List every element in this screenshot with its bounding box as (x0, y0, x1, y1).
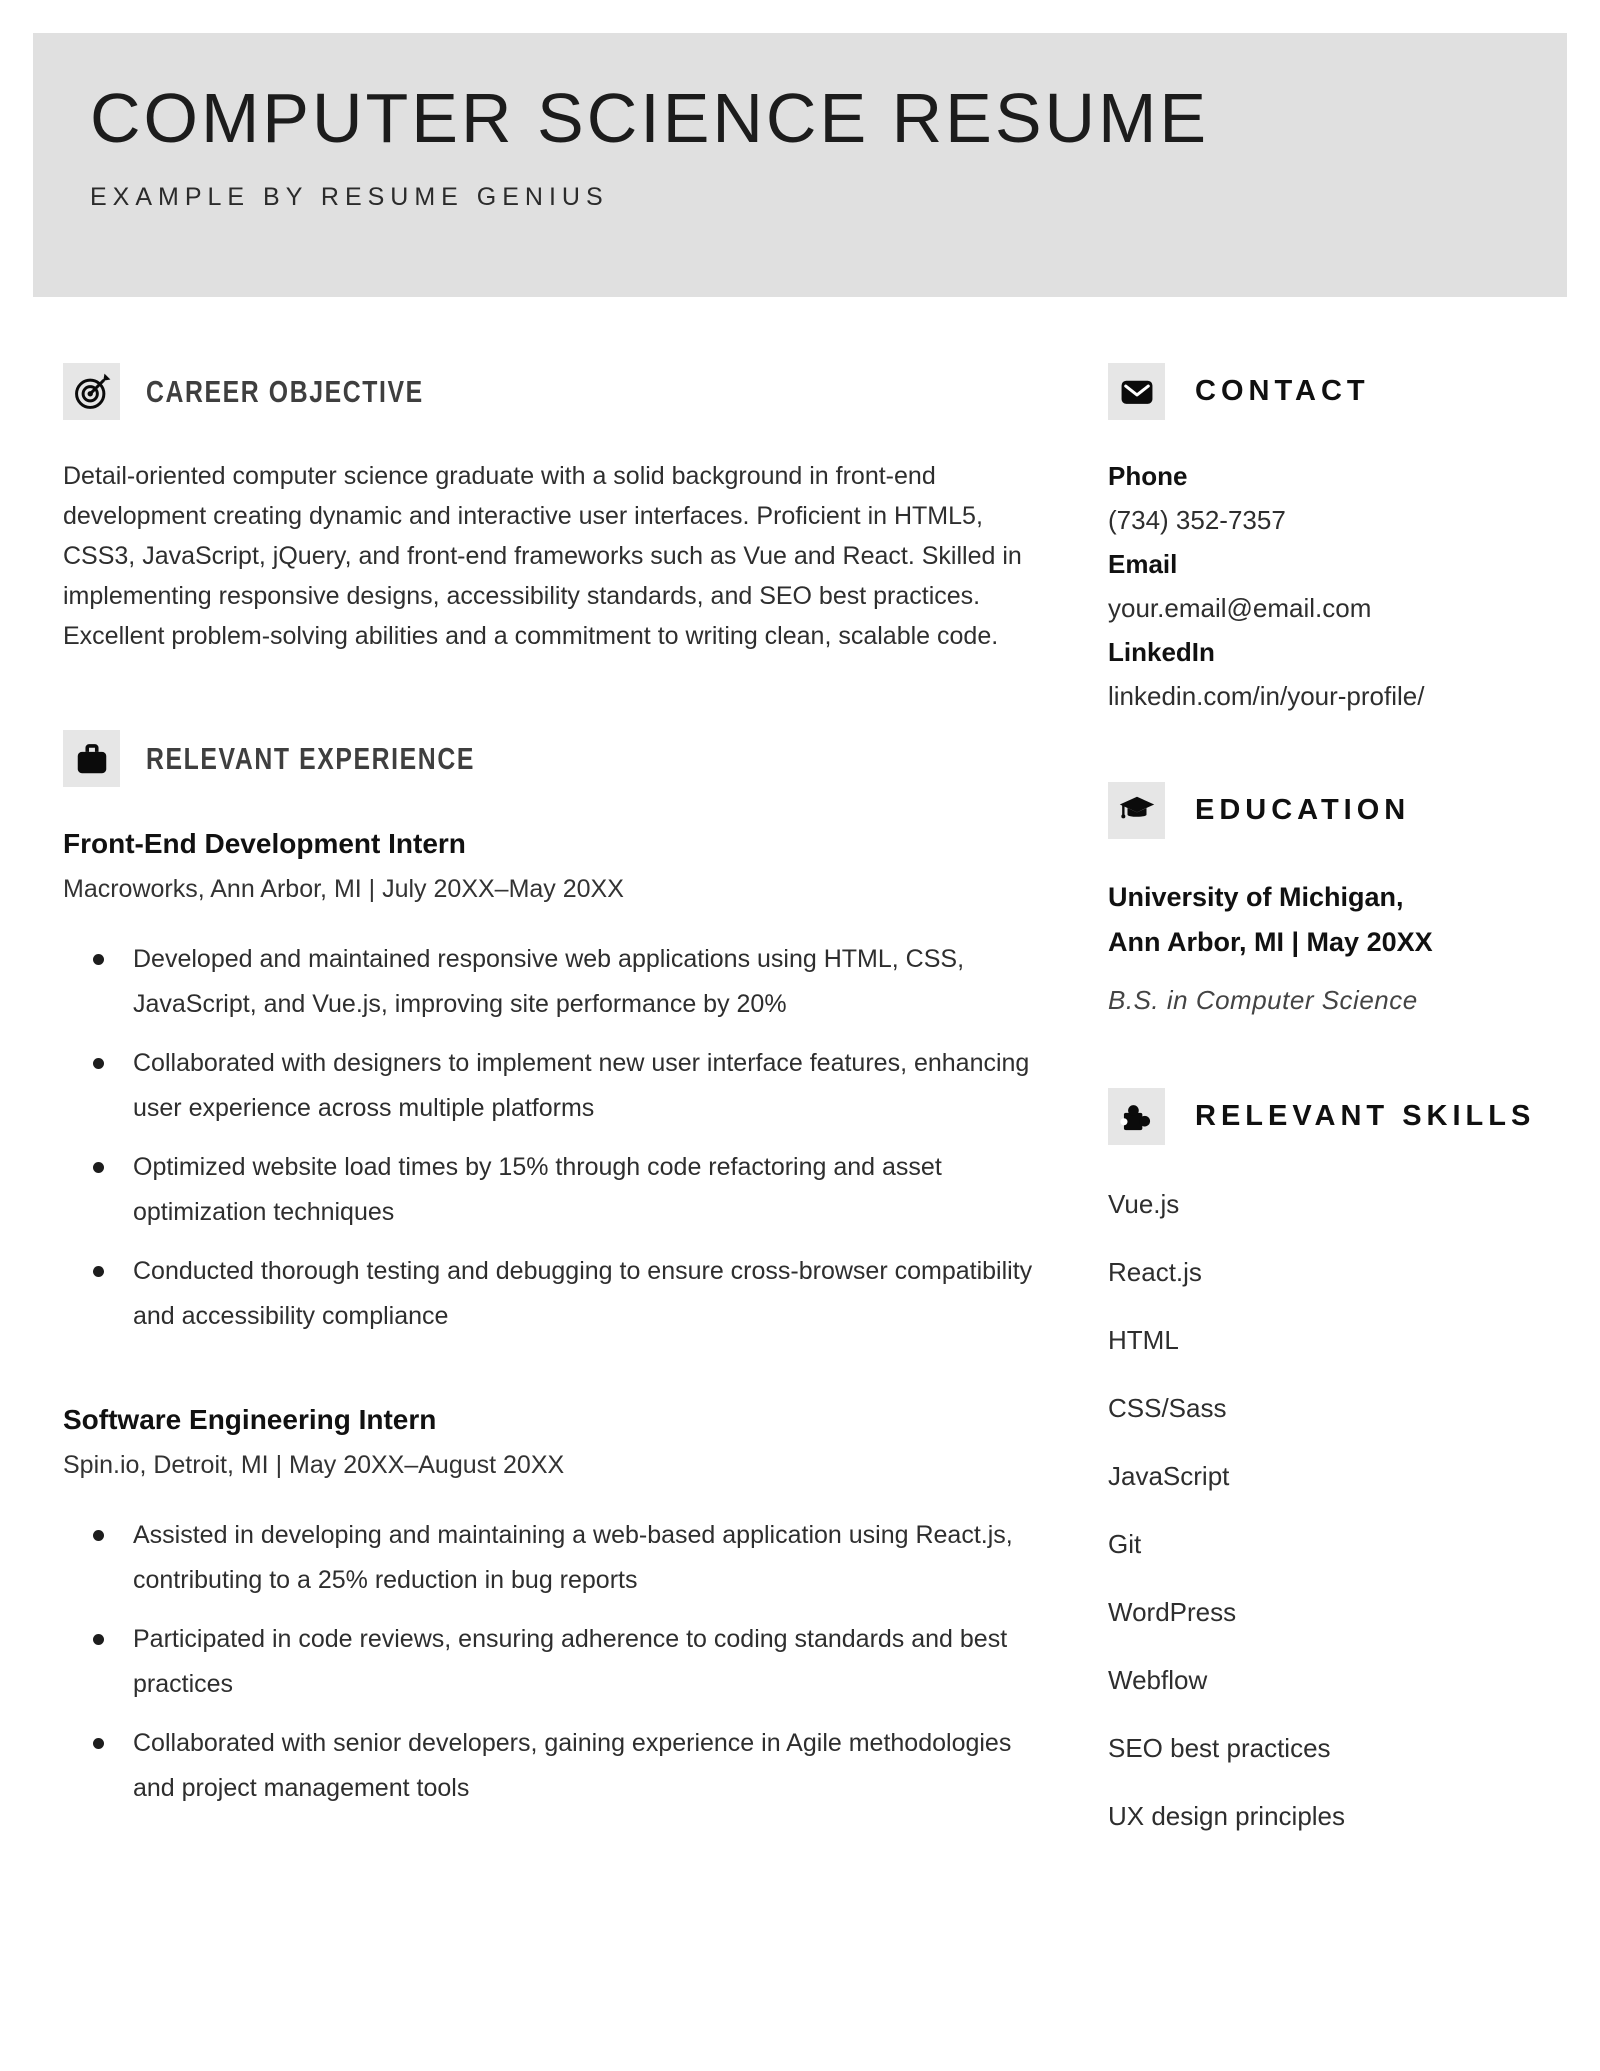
job-bullet: Conducted thorough testing and debugging to ensure cross-browser compatibility and accessibility compliance (63, 1249, 1053, 1339)
section-relevant-skills (1108, 1088, 1540, 1833)
skill-item: UX design principles (1108, 1801, 1346, 1831)
skill-item: JavaScript (1108, 1461, 1230, 1491)
section-heading-contact: CONTACT (1195, 375, 1370, 407)
skill-item: Webflow (1108, 1665, 1208, 1695)
education-heading-row (1108, 782, 1540, 839)
skill-item: WordPress (1108, 1597, 1237, 1627)
section-heading-skills: RELEVANT SKILLS (1195, 1100, 1536, 1132)
job-bullet: Assisted in developing and maintaining a web-based application using React.js, contributing to a 25% reduction in bug reports (63, 1513, 1053, 1603)
skill-item: CSS/Sass (1108, 1393, 1227, 1423)
contact-field-value: (734) 352-7357 (1108, 505, 1286, 535)
job-bullet-list (63, 1513, 1053, 1811)
job-bullet: Collaborated with designers to implement new user interface features, enhancing user experience across multiple platforms (63, 1041, 1053, 1131)
job-bullet: Collaborated with senior developers, gaining experience in Agile methodologies and project management tools (63, 1721, 1053, 1811)
skill-item: HTML (1108, 1325, 1179, 1355)
section-education (1108, 782, 1540, 1016)
contact-field-list (1108, 454, 1540, 718)
contact-field-label: LinkedIn (1108, 637, 1215, 667)
briefcase-icon (63, 730, 120, 787)
job-entry (63, 823, 1053, 1339)
skills-list (1108, 1187, 1540, 1833)
left-column (63, 363, 1053, 1867)
job-bullet: Developed and maintained responsive web applications using HTML, CSS, JavaScript, and Vue.js, improving site performance by 20% (63, 937, 1053, 1027)
section-relevant-experience (63, 730, 1053, 1811)
contact-field (1108, 542, 1540, 630)
education-school: University of Michigan, (1108, 882, 1404, 912)
contact-field-value: your.email@email.com (1108, 593, 1372, 623)
right-column (1108, 363, 1540, 1867)
section-heading-experience: RELEVANT EXPERIENCE (146, 740, 475, 776)
contact-heading-row (1108, 363, 1540, 420)
contact-field-label: Phone (1108, 461, 1188, 491)
contact-field-value: linkedin.com/in/your-profile/ (1108, 681, 1425, 711)
page-title: COMPUTER SCIENCE RESUME (90, 79, 1210, 157)
section-heading-education: EDUCATION (1195, 794, 1411, 826)
section-career-objective (63, 363, 1053, 656)
career-objective-heading-row (63, 363, 1053, 420)
page-subtitle: EXAMPLE BY RESUME GENIUS (90, 183, 609, 211)
education-location-date: Ann Arbor, MI | May 20XX (1108, 927, 1433, 957)
career-objective-text: Detail-oriented computer science graduate with a solid background in front-end development creating dynamic and interactive user interfaces. Proficient in HTML5, CSS3, JavaScript, jQuery, and front-end frameworks such as Vue and React. Skilled in implementing responsive designs, accessibility standards, and SEO best practices. Excellent problem-solving abilities and a commitment to writing clean, scalable code. (63, 462, 1022, 650)
contact-field-label: Email (1108, 549, 1178, 579)
skill-item: Git (1108, 1529, 1142, 1559)
header-banner (33, 33, 1567, 297)
skill-item: React.js (1108, 1257, 1202, 1287)
puzzle-piece-icon (1108, 1088, 1165, 1145)
content-columns (0, 297, 1600, 1867)
job-entry (63, 1399, 1053, 1811)
job-bullet: Participated in code reviews, ensuring adherence to coding standards and best practices (63, 1617, 1053, 1707)
education-entry (1108, 875, 1540, 1016)
section-contact (1108, 363, 1540, 718)
skill-item: Vue.js (1108, 1189, 1180, 1219)
envelope-icon (1108, 363, 1165, 420)
graduation-cap-icon (1108, 782, 1165, 839)
skills-heading-row (1108, 1088, 1540, 1145)
contact-field (1108, 454, 1540, 542)
job-company-dates: Spin.io, Detroit, MI | May 20XX–August 20XX (63, 1451, 565, 1479)
target-arrow-icon (63, 363, 120, 420)
job-bullet: Optimized website load times by 15% through code refactoring and asset optimization techniques (63, 1145, 1053, 1235)
skill-item: SEO best practices (1108, 1733, 1331, 1763)
education-degree: B.S. in Computer Science (1108, 985, 1418, 1015)
job-bullet-list (63, 937, 1053, 1339)
contact-field (1108, 630, 1540, 718)
experience-heading-row (63, 730, 1053, 787)
job-title: Front-End Development Intern (63, 828, 466, 859)
job-title: Software Engineering Intern (63, 1404, 437, 1435)
section-heading-career-objective: CAREER OBJECTIVE (146, 373, 424, 409)
job-list (63, 823, 1053, 1811)
job-company-dates: Macroworks, Ann Arbor, MI | July 20XX–May 20XX (63, 875, 624, 903)
